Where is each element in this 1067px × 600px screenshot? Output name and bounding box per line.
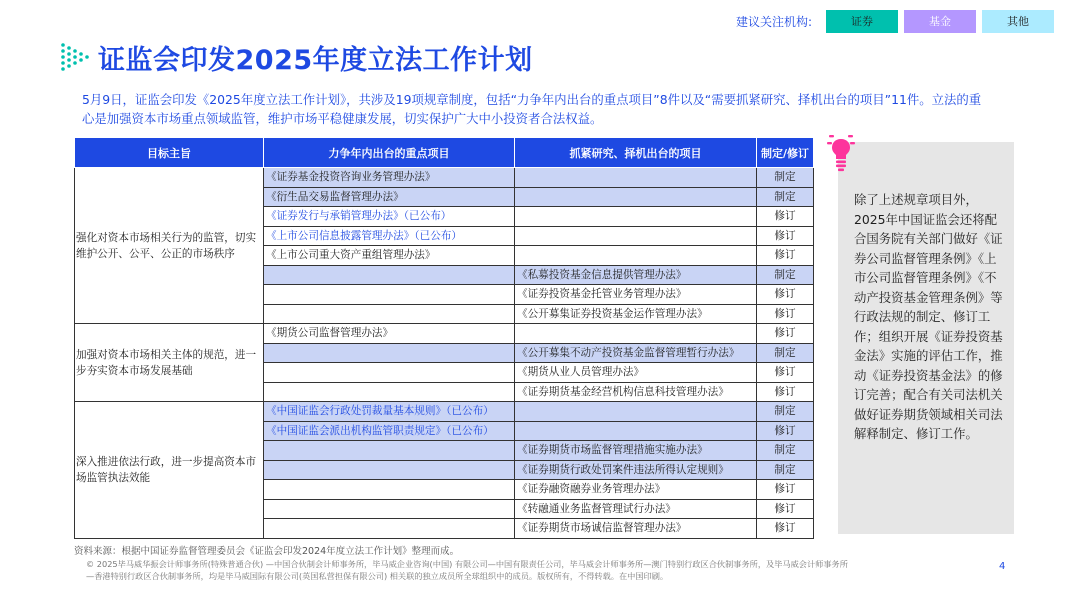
action-cell: 修订 — [757, 246, 814, 266]
goal-cell: 强化对资本市场相关行为的监管，切实维护公开、公平、公正的市场秩序 — [75, 168, 264, 324]
action-cell: 修订 — [757, 382, 814, 402]
goal-cell: 深入推进依法行政，进一步提高资本市场监管执法效能 — [75, 402, 264, 539]
header-key-projects: 力争年内出台的重点项目 — [264, 138, 515, 168]
research-project-cell: 《证券期货基金经营机构信息科技管理办法》 — [515, 382, 757, 402]
research-project-cell: 《证券期货市场监督管理措施实施办法》 — [515, 441, 757, 461]
tag-other[interactable]: 其他 — [982, 10, 1054, 33]
research-project-cell — [515, 226, 757, 246]
table-row — [75, 324, 814, 344]
research-project-cell: 《证券期货市场诚信监督管理办法》 — [515, 519, 757, 539]
action-cell: 制定 — [757, 187, 814, 207]
research-project-cell: 《公开募集不动产投资基金监督管理暂行办法》 — [515, 343, 757, 363]
action-cell: 修订 — [757, 207, 814, 227]
title-row — [60, 38, 533, 77]
side-note-text: 除了上述规章项目外，2025年中国证监会还将配合国务院有关部门做好《证券公司监督管理条例》《上市公司监督管理条例》《不动产投资基金管理条例》等行政法规的制定、修订工作；组织开展《证券投资基金法》实施的评估工作，推动《证券投资基金法》的修订完善；配合有关司法机关做好证券期货领域相关司法解释制定、修订工作。 — [854, 192, 1003, 441]
table-header-row — [75, 138, 814, 168]
key-project-cell — [264, 460, 515, 480]
action-cell: 修订 — [757, 480, 814, 500]
research-project-cell: 《公开募集证券投资基金运作管理办法》 — [515, 304, 757, 324]
research-project-cell — [515, 246, 757, 266]
goal-cell: 加强对资本市场相关主体的规范，进一步夯实资本市场发展基础 — [75, 324, 264, 402]
action-cell: 制定 — [757, 168, 814, 188]
action-cell: 制定 — [757, 460, 814, 480]
key-project-cell — [264, 519, 515, 539]
research-project-cell — [515, 168, 757, 188]
lightbulb-icon — [827, 134, 855, 178]
action-cell: 修订 — [757, 519, 814, 539]
recommended-institutions-label: 建议关注机构: — [736, 14, 813, 29]
action-cell: 修订 — [757, 499, 814, 519]
action-cell: 修订 — [757, 421, 814, 441]
research-project-cell: 《私募投资基金信息提供管理办法》 — [515, 265, 757, 285]
key-project-cell[interactable]: 《证券发行与承销管理办法》（已公布） — [264, 207, 515, 227]
tag-securities[interactable]: 证券 — [826, 10, 898, 33]
key-project-cell[interactable]: 《上市公司信息披露管理办法》（已公布） — [264, 226, 515, 246]
key-project-cell: 《上市公司重大资产重组管理办法》 — [264, 246, 515, 266]
copyright-notice: © 2025毕马威华振会计师事务所(特殊普通合伙) —中国合伙制会计师事务所，毕马威企业咨询(中国) 有限公司—中国有限责任公司，毕马威会计师事务所—澳门特别行政区合伙制事务所，及毕马威会计师事务所—香港特别行政区合伙制事务所，均是毕马威国际有限公司(英国私营担保有限公司) 相关联的独立成员所全球组织中的成员。版权所有，不得转载。在中国印刷。 — [86, 559, 848, 581]
key-project-cell — [264, 343, 515, 363]
research-project-cell — [515, 421, 757, 441]
research-project-cell — [515, 402, 757, 422]
source-note: 资料来源：根据中国证券监督管理委员会《证监会印发2024年度立法工作计划》整理而成。 — [74, 546, 460, 557]
action-cell: 修订 — [757, 285, 814, 305]
action-cell: 修订 — [757, 304, 814, 324]
tag-funds[interactable]: 基金 — [904, 10, 976, 33]
key-project-cell — [264, 304, 515, 324]
header-action: 制定/修订 — [757, 138, 814, 168]
action-cell: 修订 — [757, 226, 814, 246]
header-goal: 目标主旨 — [75, 138, 264, 168]
legislation-table — [74, 137, 814, 539]
key-project-cell — [264, 382, 515, 402]
page-number: 4 — [999, 561, 1006, 572]
key-project-cell: 《衍生品交易监督管理办法》 — [264, 187, 515, 207]
research-project-cell: 《证券期货行政处罚案件违法所得认定规则》 — [515, 460, 757, 480]
key-project-cell — [264, 441, 515, 461]
chevron-arrows-icon — [60, 41, 90, 75]
research-project-cell — [515, 207, 757, 227]
research-project-cell: 《证券投资基金托管业务管理办法》 — [515, 285, 757, 305]
research-project-cell — [515, 324, 757, 344]
action-cell: 修订 — [757, 363, 814, 383]
key-project-cell: 《证券基金投资咨询业务管理办法》 — [264, 168, 515, 188]
key-project-cell — [264, 265, 515, 285]
action-cell: 制定 — [757, 402, 814, 422]
action-cell: 制定 — [757, 343, 814, 363]
research-project-cell: 《证券融资融券业务管理办法》 — [515, 480, 757, 500]
action-cell: 制定 — [757, 265, 814, 285]
action-cell: 修订 — [757, 324, 814, 344]
header-research-projects: 抓紧研究、择机出台的项目 — [515, 138, 757, 168]
key-project-cell — [264, 480, 515, 500]
page-title: 证监会印发2025年度立法工作计划 — [98, 45, 533, 76]
research-project-cell: 《转融通业务监督管理试行办法》 — [515, 499, 757, 519]
action-cell: 制定 — [757, 441, 814, 461]
table-row — [75, 168, 814, 188]
table-row — [75, 402, 814, 422]
research-project-cell — [515, 187, 757, 207]
intro-paragraph: 5月9日，证监会印发《2025年度立法工作计划》，共涉及19项规章制度，包括“力争年内出台的重点项目”8件以及“需要抓紧研究、择机出台的项目”11件。立法的重心是加强资本市场重点领域监管，维护市场平稳健康发展，切实保护广大中小投资者合法权益。 — [82, 92, 982, 126]
key-project-cell — [264, 499, 515, 519]
key-project-cell — [264, 285, 515, 305]
recommended-institutions-bar — [736, 9, 1060, 33]
key-project-cell: 《期货公司监督管理办法》 — [264, 324, 515, 344]
key-project-cell — [264, 363, 515, 383]
key-project-cell[interactable]: 《中国证监会派出机构监管职责规定》（已公布） — [264, 421, 515, 441]
key-project-cell[interactable]: 《中国证监会行政处罚裁量基本规则》（已公布） — [264, 402, 515, 422]
research-project-cell: 《期货从业人员管理办法》 — [515, 363, 757, 383]
